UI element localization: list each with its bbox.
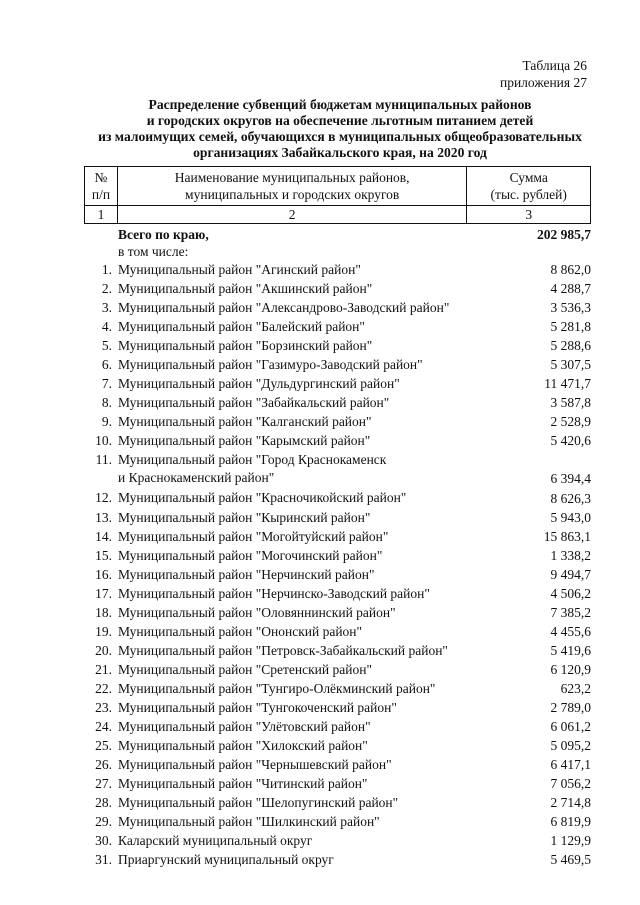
row-name-line: Муниципальный район "Александрово-Заводский район" bbox=[118, 300, 450, 316]
table-row bbox=[84, 336, 591, 355]
row-name bbox=[118, 412, 481, 431]
row-name-line: Муниципальный район "Улётовский район" bbox=[118, 719, 371, 735]
table-row bbox=[84, 317, 591, 336]
table-row bbox=[84, 660, 591, 679]
row-name-line: Муниципальный район "Акшинский район" bbox=[118, 281, 373, 297]
row-value: 4 288,7 bbox=[550, 281, 591, 297]
header-number bbox=[85, 167, 118, 206]
row-number: 28. bbox=[95, 795, 112, 811]
title-line: и городских округов на обеспечение льготным питанием детей bbox=[146, 113, 534, 128]
row-name bbox=[118, 336, 481, 355]
row-value: 5 288,6 bbox=[550, 338, 591, 354]
subtotal-label: в том числе: bbox=[118, 244, 189, 259]
row-name bbox=[118, 812, 481, 831]
row-name-line: Муниципальный район "Нерчинский район" bbox=[118, 566, 375, 582]
row-name-line: Муниципальный район "Могойтуйский район" bbox=[118, 528, 389, 544]
row-value: 6 120,9 bbox=[550, 661, 591, 677]
row-value: 1 129,9 bbox=[550, 833, 591, 849]
row-name bbox=[118, 298, 481, 317]
row-number: 25. bbox=[95, 738, 112, 754]
row-value: 7 056,2 bbox=[550, 776, 591, 792]
row-name bbox=[118, 260, 481, 279]
header-sum-line1: Сумма bbox=[509, 170, 548, 185]
column-number-2: 2 bbox=[117, 206, 467, 224]
table-row bbox=[84, 850, 591, 869]
table-row bbox=[84, 565, 591, 584]
row-number: 2. bbox=[101, 281, 112, 297]
row-name bbox=[118, 831, 481, 850]
row-number: 12. bbox=[95, 490, 112, 506]
table-row bbox=[84, 450, 591, 488]
table-row bbox=[84, 603, 591, 622]
table-header bbox=[84, 166, 591, 224]
row-value: 5 095,2 bbox=[550, 738, 591, 754]
row-name-line: Муниципальный район "Газимуро-Заводский район" bbox=[118, 357, 423, 373]
row-name-line: Муниципальный район "Город Краснокаменск bbox=[118, 452, 387, 468]
header-name-line2: муниципальных и городских округов bbox=[185, 187, 400, 202]
row-name bbox=[118, 641, 481, 660]
total-value: 202 985,7 bbox=[537, 227, 591, 242]
table-row bbox=[84, 260, 591, 279]
table-row bbox=[84, 393, 591, 412]
row-value: 7 385,2 bbox=[550, 604, 591, 620]
row-name bbox=[118, 698, 481, 717]
row-value: 11 471,7 bbox=[544, 376, 591, 392]
row-name bbox=[118, 850, 481, 869]
row-value: 3 536,3 bbox=[550, 300, 591, 316]
row-value: 6 417,1 bbox=[550, 757, 591, 773]
column-number-3: 3 bbox=[467, 206, 591, 224]
row-name bbox=[118, 565, 481, 584]
document-title bbox=[60, 97, 620, 161]
row-number: 3. bbox=[101, 300, 112, 316]
row-number: 7. bbox=[101, 376, 112, 392]
row-name bbox=[118, 774, 481, 793]
row-list bbox=[84, 260, 591, 869]
row-value: 8 626,3 bbox=[550, 490, 591, 506]
row-name-line: Муниципальный район "Читинский район" bbox=[118, 776, 368, 792]
row-name bbox=[118, 679, 481, 698]
row-number: 18. bbox=[95, 604, 112, 620]
row-value: 5 307,5 bbox=[550, 357, 591, 373]
table-row bbox=[84, 488, 591, 507]
row-name-line: Муниципальный район "Карымский район" bbox=[118, 433, 371, 449]
row-number: 30. bbox=[95, 833, 112, 849]
row-name-line: Муниципальный район "Сретенский район" bbox=[118, 661, 372, 677]
total-row bbox=[84, 226, 591, 243]
row-number: 4. bbox=[101, 319, 112, 335]
row-value: 2 528,9 bbox=[550, 414, 591, 430]
table-row bbox=[84, 812, 591, 831]
table-row bbox=[84, 774, 591, 793]
table-row bbox=[84, 279, 591, 298]
title-line: организациях Забайкальского края, на 2020 год bbox=[193, 145, 487, 160]
table-row bbox=[84, 755, 591, 774]
row-name bbox=[118, 736, 481, 755]
row-name-line: Муниципальный район "Тунгиро-Олёкминский район" bbox=[118, 680, 436, 696]
header-sum-line2: (тыс. рублей) bbox=[490, 187, 567, 202]
row-number: 15. bbox=[95, 547, 112, 563]
column-number-1: 1 bbox=[85, 206, 118, 224]
row-value: 15 863,1 bbox=[543, 528, 591, 544]
row-value: 6 819,9 bbox=[550, 814, 591, 830]
row-number: 19. bbox=[95, 623, 112, 639]
title-line: из малоимущих семей, обучающихся в муниципальных общеобразовательных bbox=[98, 129, 582, 144]
row-name-line: Муниципальный район "Борзинский район" bbox=[118, 338, 373, 354]
page-reference bbox=[500, 57, 587, 91]
table-row bbox=[84, 298, 591, 317]
table-row bbox=[84, 641, 591, 660]
row-name bbox=[118, 508, 481, 527]
row-name bbox=[118, 374, 481, 393]
row-value: 2 789,0 bbox=[550, 700, 591, 716]
row-number: 20. bbox=[95, 642, 112, 658]
row-name-line: Муниципальный район "Шилкинский район" bbox=[118, 814, 380, 830]
table-body bbox=[84, 226, 591, 869]
row-number: 10. bbox=[95, 433, 112, 449]
row-name-line: Муниципальный район "Балейский район" bbox=[118, 319, 365, 335]
row-value: 4 455,6 bbox=[550, 623, 591, 639]
row-name-line: Муниципальный район "Петровск-Забайкальский район" bbox=[118, 642, 448, 658]
row-number: 31. bbox=[95, 852, 112, 868]
table-row bbox=[84, 527, 591, 546]
row-name bbox=[118, 527, 481, 546]
table-label: Таблица 26 bbox=[522, 58, 587, 73]
row-name bbox=[118, 450, 481, 488]
row-number: 9. bbox=[101, 414, 112, 430]
row-value: 623,2 bbox=[560, 680, 591, 696]
row-name-line: и Краснокаменский район" bbox=[118, 469, 275, 485]
table-row bbox=[84, 546, 591, 565]
table-row bbox=[84, 793, 591, 812]
row-value: 6 061,2 bbox=[550, 719, 591, 735]
row-number: 22. bbox=[95, 680, 112, 696]
row-number: 27. bbox=[95, 776, 112, 792]
row-value: 3 587,8 bbox=[550, 395, 591, 411]
row-name-line: Муниципальный район "Хилокский район" bbox=[118, 738, 368, 754]
row-name bbox=[118, 279, 481, 298]
row-name-line: Муниципальный район "Чернышевский район" bbox=[118, 757, 392, 773]
table-row bbox=[84, 717, 591, 736]
row-name-line: Муниципальный район "Тунгокоченский район" bbox=[118, 699, 397, 715]
header-name-line1: Наименование муниципальных районов, bbox=[174, 170, 410, 185]
header-number-line1: № bbox=[94, 170, 108, 185]
table-row bbox=[84, 584, 591, 603]
row-name-line: Муниципальный район "Агинский район" bbox=[118, 262, 361, 277]
row-number: 11. bbox=[95, 452, 112, 468]
table-row bbox=[84, 374, 591, 393]
row-value: 5 943,0 bbox=[550, 509, 591, 525]
row-number: 29. bbox=[95, 814, 112, 830]
row-name bbox=[118, 603, 481, 622]
row-number: 24. bbox=[95, 719, 112, 735]
row-number: 17. bbox=[95, 585, 112, 601]
row-number: 1. bbox=[101, 262, 112, 277]
table-row bbox=[84, 679, 591, 698]
row-name-line: Муниципальный район "Калганский район" bbox=[118, 414, 372, 430]
row-name-line: Муниципальный район "Красночикойский район" bbox=[118, 490, 407, 506]
row-name-line: Муниципальный район "Могочинский район" bbox=[118, 547, 383, 563]
row-name bbox=[118, 660, 481, 679]
table-row bbox=[84, 622, 591, 641]
row-number: 5. bbox=[101, 338, 112, 354]
appendix-label: приложения 27 bbox=[499, 75, 587, 90]
total-label: Всего по краю, bbox=[118, 227, 209, 242]
row-name bbox=[118, 393, 481, 412]
row-number: 8. bbox=[101, 395, 112, 411]
row-value: 5 420,6 bbox=[550, 433, 591, 449]
header-name bbox=[117, 167, 467, 206]
row-value: 5 419,6 bbox=[550, 642, 591, 658]
row-value: 5 281,8 bbox=[550, 319, 591, 335]
table-row bbox=[84, 412, 591, 431]
row-number: 23. bbox=[95, 699, 112, 715]
header-number-line2: п/п bbox=[91, 187, 111, 202]
title-line: Распределение субвенций бюджетам муниципальных районов bbox=[148, 97, 532, 112]
row-number: 21. bbox=[95, 661, 112, 677]
row-name-line: Муниципальный район "Дульдургинский район" bbox=[118, 376, 400, 392]
row-name-line: Муниципальный район "Шелопугинский район" bbox=[118, 795, 399, 811]
table-row bbox=[84, 355, 591, 374]
row-value: 8 862,0 bbox=[550, 262, 591, 278]
row-name-line: Муниципальный район "Кыринский район" bbox=[118, 509, 371, 525]
row-number: 26. bbox=[95, 757, 112, 773]
row-name bbox=[118, 793, 481, 812]
row-name-line: Муниципальный район "Оловяннинский район" bbox=[118, 604, 396, 620]
row-number: 6. bbox=[101, 357, 112, 373]
table-row bbox=[84, 508, 591, 527]
table-row bbox=[84, 431, 591, 450]
table-row bbox=[84, 831, 591, 850]
row-name bbox=[118, 584, 481, 603]
row-name bbox=[118, 431, 481, 450]
row-value: 5 469,5 bbox=[550, 852, 591, 868]
row-name-line: Муниципальный район "Забайкальский район" bbox=[118, 395, 390, 411]
row-name-line: Приаргунский муниципальный округ bbox=[118, 852, 334, 868]
row-name bbox=[118, 355, 481, 374]
table-row bbox=[84, 736, 591, 755]
row-name bbox=[118, 317, 481, 336]
row-name-line: Муниципальный район "Ононский район" bbox=[118, 623, 363, 639]
row-name bbox=[118, 546, 481, 565]
header-sum bbox=[467, 167, 591, 206]
row-name-line: Каларский муниципальный округ bbox=[118, 833, 313, 849]
row-name bbox=[118, 622, 481, 641]
row-name-line: Муниципальный район "Нерчинско-Заводский район" bbox=[118, 585, 430, 601]
row-name bbox=[118, 755, 481, 774]
row-value: 2 714,8 bbox=[550, 795, 591, 811]
table-row bbox=[84, 698, 591, 717]
row-name bbox=[118, 488, 481, 507]
row-number: 13. bbox=[95, 509, 112, 525]
row-name bbox=[118, 717, 481, 736]
row-value: 4 506,2 bbox=[550, 585, 591, 601]
row-number: 16. bbox=[95, 566, 112, 582]
row-value: 1 338,2 bbox=[550, 547, 591, 563]
row-value: 9 494,7 bbox=[550, 566, 591, 582]
row-value: 6 394,4 bbox=[550, 471, 591, 487]
row-number: 14. bbox=[95, 528, 112, 544]
